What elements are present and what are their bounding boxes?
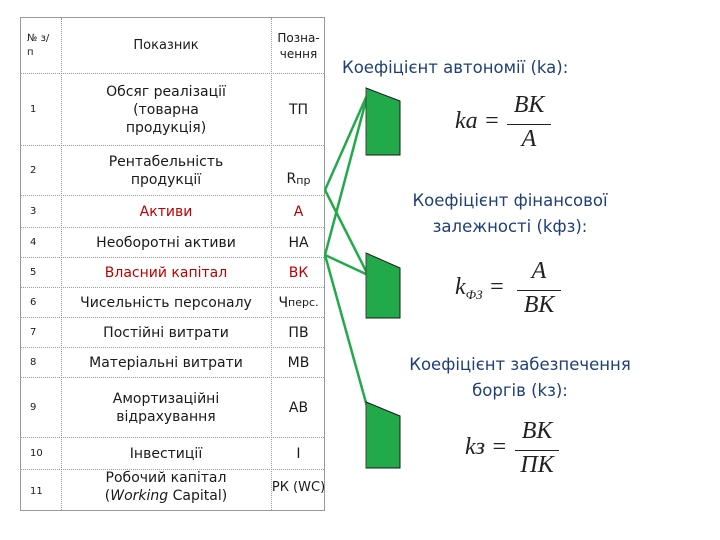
row-code: НА (288, 234, 309, 251)
row-code: І (296, 445, 301, 462)
formula-left: $k_{ФЗ}$ = (455, 274, 505, 302)
debt-heading-line2: боргів (kз): (472, 381, 568, 400)
formula-numerator: А (531, 258, 547, 284)
row-code: ВК (288, 264, 309, 281)
row-code: ПВ (288, 324, 309, 341)
dependence-heading-line1: Коефіцієнт фінансової (412, 191, 608, 210)
row-name: Амортизаційні відрахування (112, 390, 220, 425)
row-name: Інвестиції (129, 445, 203, 462)
row-num: 9 (30, 402, 37, 413)
row-name: Необоротні активи (96, 234, 236, 251)
dependence-formula (455, 258, 565, 322)
formula-bar (515, 450, 559, 451)
dependence-heading-line2: залежності (kфз): (432, 217, 588, 236)
connector-line (325, 255, 368, 410)
header-num: № з/п (27, 32, 50, 58)
row-name-pre: Робочий капітал ( (104, 470, 227, 504)
header-name: Показник (133, 37, 199, 53)
row-name: Активи (139, 203, 193, 220)
row-num: 11 (30, 485, 43, 497)
formula-left: ka = (455, 108, 500, 134)
formula-denominator: ВК (523, 292, 555, 318)
row-num: 3 (30, 206, 37, 217)
row-num: 1 (30, 104, 37, 115)
autonomy-formula (455, 92, 565, 156)
row-num: 5 (30, 267, 37, 278)
row-num: 6 (30, 297, 37, 308)
row-name: Чисельність персоналу (80, 294, 252, 311)
row-name: Рентабельність продукції (108, 153, 224, 188)
row-code: А (293, 203, 304, 220)
row-code: ТП (288, 101, 309, 118)
formula-numerator: ВК (521, 418, 553, 444)
row-code-sub: перс. (288, 296, 319, 309)
connector-lines (325, 93, 368, 410)
debt-heading-line1: Коефіцієнт забезпечення (409, 355, 631, 374)
arrow-shape (366, 402, 400, 468)
row-name: Матеріальні витрати (89, 354, 243, 371)
row-num: 4 (30, 237, 37, 248)
row-name-post: Capital) (168, 488, 228, 504)
row-num: 2 (30, 165, 37, 176)
row-num: 10 (30, 448, 43, 459)
row-code-main: R (286, 171, 297, 187)
row-code-main: Ч (278, 294, 289, 311)
autonomy-heading: Коефіцієнт автономії (ka): (342, 58, 569, 77)
row-name: Власний капітал (104, 264, 228, 281)
formula-bar (507, 124, 551, 125)
formula-left: kз = (465, 434, 508, 460)
row-code: МВ (287, 354, 310, 371)
row-code-sub: пр (296, 174, 311, 187)
arrow-shape (366, 88, 400, 155)
row-code: АВ (288, 399, 309, 416)
row-name: Постійні витрати (103, 324, 229, 341)
arrow-shapes (366, 88, 400, 468)
row-name: Обсяг реалізації (товарна продукція) (106, 83, 226, 136)
row-code: РК (WC) (271, 479, 326, 495)
debt-formula (465, 418, 575, 482)
arrow-shape (366, 253, 400, 318)
debt-heading (385, 352, 655, 404)
formula-denominator: ПК (520, 452, 554, 478)
row-name-italic: Working (110, 488, 169, 504)
header-code: Позна-чення (277, 30, 320, 61)
row-num: 8 (30, 357, 37, 368)
formula-numerator: ВК (513, 92, 545, 118)
formula-bar (517, 290, 561, 291)
dependence-heading (385, 188, 635, 240)
row-num: 7 (30, 327, 37, 338)
formula-denominator: А (521, 126, 537, 152)
